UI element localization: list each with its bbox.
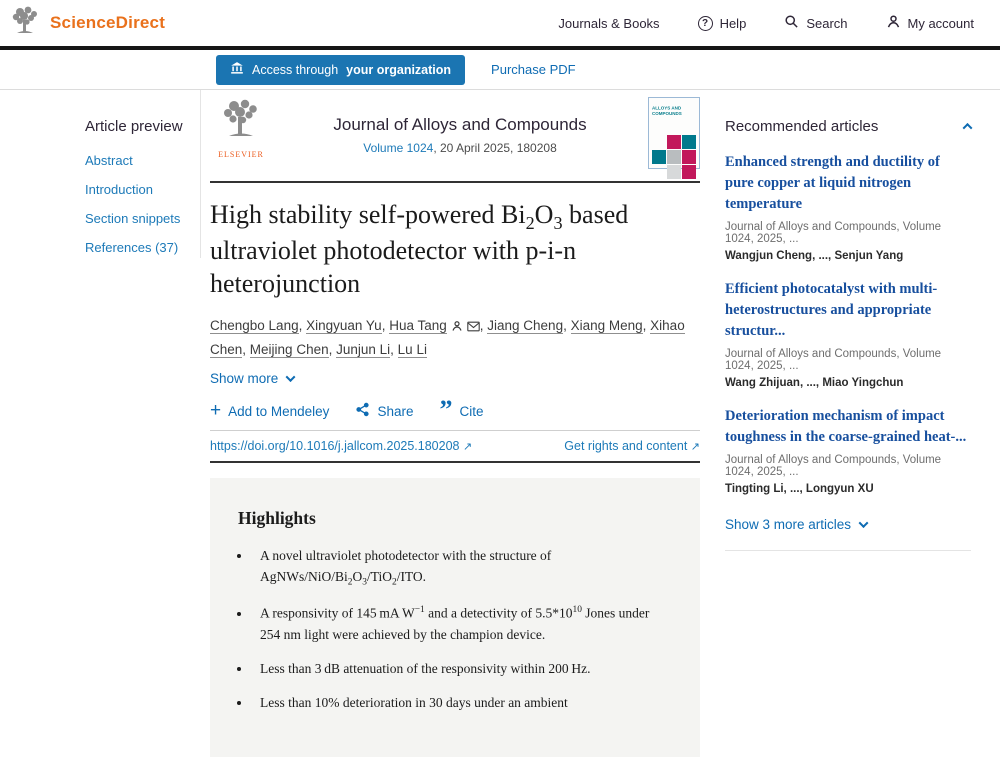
chevron-up-icon[interactable] — [963, 123, 973, 133]
nav-search[interactable]: Search — [784, 14, 847, 32]
author-link[interactable]: Jiang Cheng — [487, 317, 564, 333]
nav-my-account[interactable]: My account — [886, 14, 974, 32]
cite-quote-icon: ” — [439, 395, 453, 425]
top-nav — [558, 14, 974, 32]
author-link[interactable]: Junjun Li — [336, 341, 391, 357]
recommended-article-meta: Journal of Alloys and Compounds, Volume 1024, 2025, ... — [725, 348, 942, 373]
help-icon: ? — [698, 16, 713, 31]
author-link[interactable]: Chengbo Lang — [210, 317, 299, 333]
brand-name: ScienceDirect — [50, 13, 166, 32]
share-button[interactable]: Share — [355, 402, 413, 420]
author-list: Chengbo Lang, Xingyuan Yu, Hua Tang , Jiang Cheng, Xiang Meng, Xihao Chen, Meijing Chen, Junjun Li, Lu Li — [210, 317, 685, 357]
article-actions — [210, 395, 700, 425]
article-preview-nav — [85, 90, 201, 258]
share-icon — [355, 402, 370, 420]
cover-mosaic — [652, 135, 696, 179]
nav-item-abstract[interactable]: Abstract — [85, 153, 133, 168]
elsevier-tree-icon — [218, 97, 264, 145]
recommended-heading: Recommended articles — [725, 118, 879, 135]
banner-divider — [210, 181, 700, 183]
author-link[interactable]: Xiang Meng — [570, 317, 643, 333]
volume-link[interactable]: Volume 1024 — [363, 141, 434, 155]
recommended-article[interactable] — [725, 152, 971, 262]
elsevier-wordmark: ELSEVIER — [218, 150, 264, 159]
journal-banner — [210, 97, 700, 169]
cite-button[interactable]: ” Cite — [439, 395, 484, 425]
recommended-divider — [725, 550, 971, 551]
get-rights-link[interactable]: Get rights and content ↗ — [564, 439, 700, 454]
article-preview-heading: Article preview — [85, 118, 183, 135]
nav-journals-books[interactable]: Journals & Books — [558, 15, 660, 31]
access-through-organization-button[interactable]: Access through your organization — [216, 55, 465, 85]
nav-item-references[interactable]: References (37) — [85, 240, 179, 255]
author-person-icon — [451, 317, 463, 339]
recommended-article-authors: Wangjun Cheng, ..., Senjun Yang — [725, 250, 904, 263]
recommended-article-title[interactable]: Efficient photocatalyst with multi-heterostructures and appropriate structur... — [725, 281, 938, 340]
highlights-section — [210, 478, 700, 756]
author-link[interactable]: Hua Tang — [389, 317, 447, 333]
purchase-pdf-link[interactable]: Purchase PDF — [491, 62, 576, 77]
recommended-articles-panel — [725, 90, 971, 757]
highlight-item: • Less than 3 dB attenuation of the responsivity within 200 Hz. — [252, 659, 652, 680]
journal-title-block — [272, 97, 648, 155]
author-link[interactable]: Xihao Chen — [210, 317, 685, 357]
sciencedirect-logo[interactable] — [8, 4, 165, 43]
highlights-heading: Highlights — [238, 508, 316, 529]
external-link-icon: ↗ — [462, 441, 473, 454]
external-link-icon: ↗ — [690, 441, 700, 454]
author-link[interactable]: Lu Li — [397, 341, 427, 357]
nav-item-section-snippets[interactable]: Section snippets — [85, 211, 181, 226]
plus-icon: + — [210, 400, 222, 422]
recommended-article-title[interactable]: Deterioration mechanism of impact toughness in the coarse-grained heat-... — [725, 408, 967, 446]
journal-cover-thumbnail[interactable] — [648, 97, 700, 169]
journal-name-link[interactable]: Journal of Alloys and Compounds — [333, 115, 587, 134]
recommended-article-authors: Wang Zhijuan, ..., Miao Yingchun — [725, 377, 904, 390]
chevron-down-icon — [286, 372, 296, 382]
highlight-item: • Less than 10% deterioration in 30 days under an ambient — [252, 693, 652, 714]
cover-title: ALLOYS AND COMPOUNDS — [652, 106, 682, 117]
elsevier-logo[interactable] — [210, 97, 272, 159]
nav-help[interactable]: ? Help — [698, 16, 747, 31]
journal-issue-line: Volume 1024, 20 April 2025, 180208 — [363, 141, 557, 155]
corresponding-author-email-icon — [467, 317, 480, 339]
doi-divider — [210, 461, 700, 463]
highlight-item: • A novel ultraviolet photodetector with the structure of AgNWs/$NiO/Bi_2O_3/TiO_2$/ITO. — [252, 546, 652, 590]
recommended-header — [725, 118, 971, 135]
highlights-list — [252, 546, 660, 713]
recommended-article[interactable] — [725, 406, 971, 495]
recommended-article-meta: Journal of Alloys and Compounds, Volume 1024, 2025, ... — [725, 454, 942, 479]
recommended-article-authors: Tingting Li, ..., Longyun XU — [725, 483, 874, 496]
nav-item-introduction[interactable]: Introduction — [85, 182, 153, 197]
chevron-down-icon — [859, 518, 869, 528]
elsevier-tree-icon — [8, 4, 42, 43]
highlight-item: • A responsivity of 145 mA $W^{-1}$ and a detectivity of $5.5*10^{10}$ Jones under 254 nm light were achieved by the champion device. — [252, 603, 652, 645]
user-icon — [886, 14, 901, 32]
search-icon — [784, 14, 799, 32]
access-bar — [0, 50, 1000, 90]
recommended-article-title[interactable]: Enhanced strength and ductility of pure copper at liquid nitrogen temperature — [725, 154, 940, 213]
author-link[interactable]: Meijing Chen — [249, 341, 329, 357]
article-title: High stability self-powered $Bi_2O_3$ based ultraviolet photodetector with p-i-n heterojunction — [210, 200, 629, 298]
recommended-article[interactable] — [725, 279, 971, 389]
doi-row — [210, 431, 700, 461]
main-content — [210, 90, 700, 757]
institution-icon — [230, 61, 244, 78]
author-link[interactable]: Xingyuan Yu — [306, 317, 382, 333]
doi-link[interactable]: https://doi.org/10.1016/j.jallcom.2025.180208 ↗ — [210, 439, 473, 454]
show-more-articles-button[interactable]: Show 3 more articles — [725, 517, 971, 532]
add-to-mendeley-button[interactable]: + Add to Mendeley — [210, 400, 330, 422]
show-more-authors-button[interactable]: Show more — [210, 371, 700, 386]
top-header — [0, 0, 1000, 46]
page-body — [0, 90, 1000, 757]
recommended-article-meta: Journal of Alloys and Compounds, Volume 1024, 2025, ... — [725, 221, 942, 246]
